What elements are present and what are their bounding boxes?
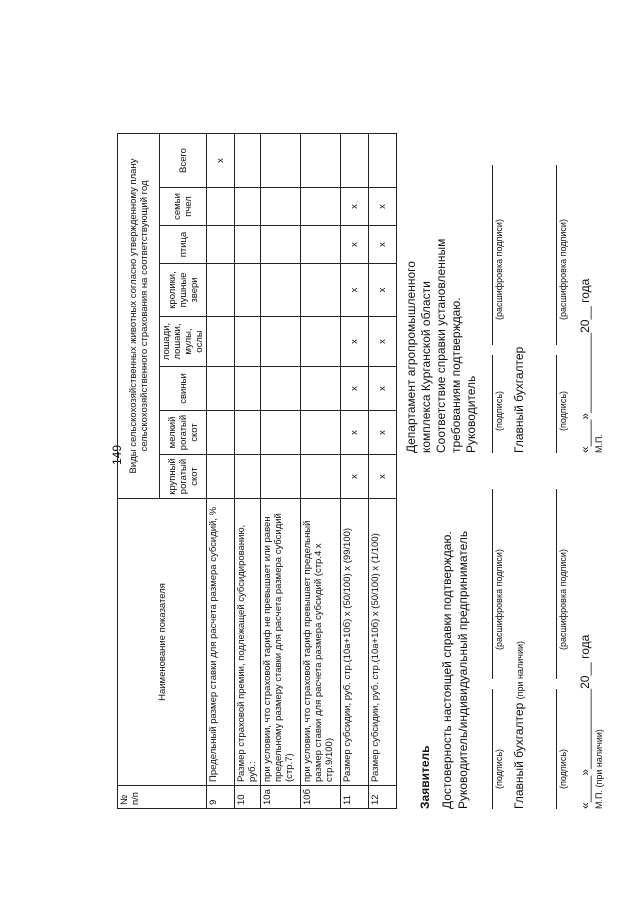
dept-line-1: Департамент агропромышленного	[404, 261, 418, 453]
caption-sign: (подпись)	[558, 390, 568, 431]
dept-line-2: комплекса Курганской области	[419, 281, 433, 453]
row-num: 10б	[301, 785, 341, 808]
table-cell: x	[369, 263, 397, 316]
table-cell	[207, 366, 235, 410]
table-cell	[261, 410, 301, 454]
table-cell	[301, 133, 341, 187]
table-cell	[301, 454, 341, 498]
table-cell	[301, 316, 341, 366]
caption-sign: (подпись)	[494, 390, 504, 431]
row-num: 10а	[261, 785, 301, 808]
table-row	[235, 133, 261, 808]
row-name: Размер страховой премии, подлежащей субсидированию, руб.:	[235, 498, 261, 785]
table-cell: x	[369, 316, 397, 366]
caption-decode: (расшифровка подписи)	[558, 219, 568, 320]
stamp-label-right: М.П.	[594, 434, 604, 453]
table-cell	[235, 187, 261, 225]
row-name: при условии, что страховой тариф превышает предельный размер ставки для расчета размера субсидий (стр.4 х стр.9/100)	[301, 498, 341, 785]
table-cell: x	[341, 366, 369, 410]
signature-line	[492, 355, 493, 453]
table-cell	[235, 366, 261, 410]
row-num: 12	[369, 785, 397, 808]
header-col: семьи пчел	[160, 187, 207, 225]
caption-decode: (расшифровка подписи)	[494, 219, 504, 320]
decode-line	[492, 489, 493, 679]
table-cell	[341, 133, 369, 187]
data-table	[117, 133, 397, 809]
table-cell	[261, 316, 301, 366]
header-col: кролики, пушные звери	[160, 263, 207, 316]
caption-sign: (подпись)	[494, 748, 504, 789]
date-line-right: «____»____________20__ года	[578, 278, 592, 453]
caption-sign: (подпись)	[558, 748, 568, 789]
table-cell	[207, 225, 235, 263]
signature-line	[492, 689, 493, 809]
row-name: Предельный размер ставки для расчета размера субсидий, %	[207, 498, 235, 785]
conformity-line-2: требованиям подтверждаю.	[449, 297, 463, 453]
header-num: № п/п	[118, 785, 207, 808]
table-cell	[207, 454, 235, 498]
conformity-line-1: Соответствие справки установленным	[434, 238, 448, 453]
stamp-label: М.П. (при наличии)	[594, 729, 604, 809]
table-cell: x	[369, 225, 397, 263]
table-cell	[301, 410, 341, 454]
table-cell: x	[341, 410, 369, 454]
table-cell	[235, 410, 261, 454]
table-row	[261, 133, 301, 808]
caption-decode: (расшифровка подписи)	[494, 549, 504, 650]
table-cell: x	[369, 187, 397, 225]
row-num: 9	[207, 785, 235, 808]
applicant-confirm: Достоверность настоящей справки подтверждаю.	[440, 531, 454, 809]
row-name: при условии, что страховой тариф не превышает или равен предельному размеру ставки для расчета размера субсидий (стр.7)	[261, 498, 301, 785]
chief-accountant-text: Главный бухгалтер	[512, 702, 526, 809]
table-cell	[261, 225, 301, 263]
table-row	[341, 133, 369, 808]
table-cell: x	[369, 454, 397, 498]
table-cell	[369, 133, 397, 187]
table-cell	[235, 454, 261, 498]
decode-line	[556, 165, 557, 345]
table-cell	[261, 454, 301, 498]
table-cell	[207, 187, 235, 225]
table-cell	[207, 410, 235, 454]
table-row	[301, 133, 341, 808]
table-cell: x	[341, 316, 369, 366]
row-num: 10	[235, 785, 261, 808]
header-group: Виды сельскохозяйственных животных согласно утвержденному плану сельскохозяйственного страхования на соответствующий год	[118, 133, 160, 498]
table-cell	[301, 263, 341, 316]
table-row	[207, 133, 235, 808]
applicant-title: Заявитель	[418, 745, 432, 809]
decode-line	[556, 489, 557, 679]
table-cell	[235, 316, 261, 366]
header-col: лошади, лошаки, мулы, ослы	[160, 316, 207, 366]
table-cell	[261, 187, 301, 225]
decode-line	[492, 165, 493, 345]
page-number: 149	[110, 444, 124, 465]
table-cell: x	[369, 410, 397, 454]
caption-decode: (расшифровка подписи)	[558, 549, 568, 650]
table-cell: x	[341, 454, 369, 498]
header-col: свиньи	[160, 366, 207, 410]
signature-line	[556, 355, 557, 453]
head-label: Руководитель	[464, 375, 478, 453]
table-cell: x	[369, 366, 397, 410]
table-row	[369, 133, 397, 808]
table-cell: x	[341, 225, 369, 263]
table-cell	[235, 133, 261, 187]
table-cell	[207, 316, 235, 366]
header-col: крупный рогатый скот	[160, 454, 207, 498]
table-cell	[261, 263, 301, 316]
table-cell	[261, 366, 301, 410]
row-num: 11	[341, 785, 369, 808]
table-cell	[235, 263, 261, 316]
table-cell	[301, 366, 341, 410]
date-line: «____»____________20__ года	[578, 634, 592, 809]
header-col: Всего	[160, 133, 207, 187]
table-cell	[301, 187, 341, 225]
table-cell: x	[207, 133, 235, 187]
if-any-text: (при наличии)	[515, 640, 525, 700]
header-col: мелкий рогатый скот	[160, 410, 207, 454]
table-cell: x	[341, 263, 369, 316]
header-name: Наименование показателя	[118, 498, 207, 785]
table-cell	[235, 225, 261, 263]
applicant-role: Руководитель/индивидуальный предприниматель	[456, 530, 470, 809]
signature-line	[556, 689, 557, 809]
table-cell	[301, 225, 341, 263]
row-name: Размер субсидии, руб. стр.(10а+10б) х (50/100) х (99/100)	[341, 498, 369, 785]
table-cell	[207, 263, 235, 316]
header-col: птица	[160, 225, 207, 263]
chief-accountant-right: Главный бухгалтер	[512, 346, 526, 453]
chief-accountant-label	[512, 641, 528, 809]
table-cell	[261, 133, 301, 187]
row-name: Размер субсидии, руб. стр.(10а+10б) х (50/100) х (1/100)	[369, 498, 397, 785]
table-cell: x	[341, 187, 369, 225]
